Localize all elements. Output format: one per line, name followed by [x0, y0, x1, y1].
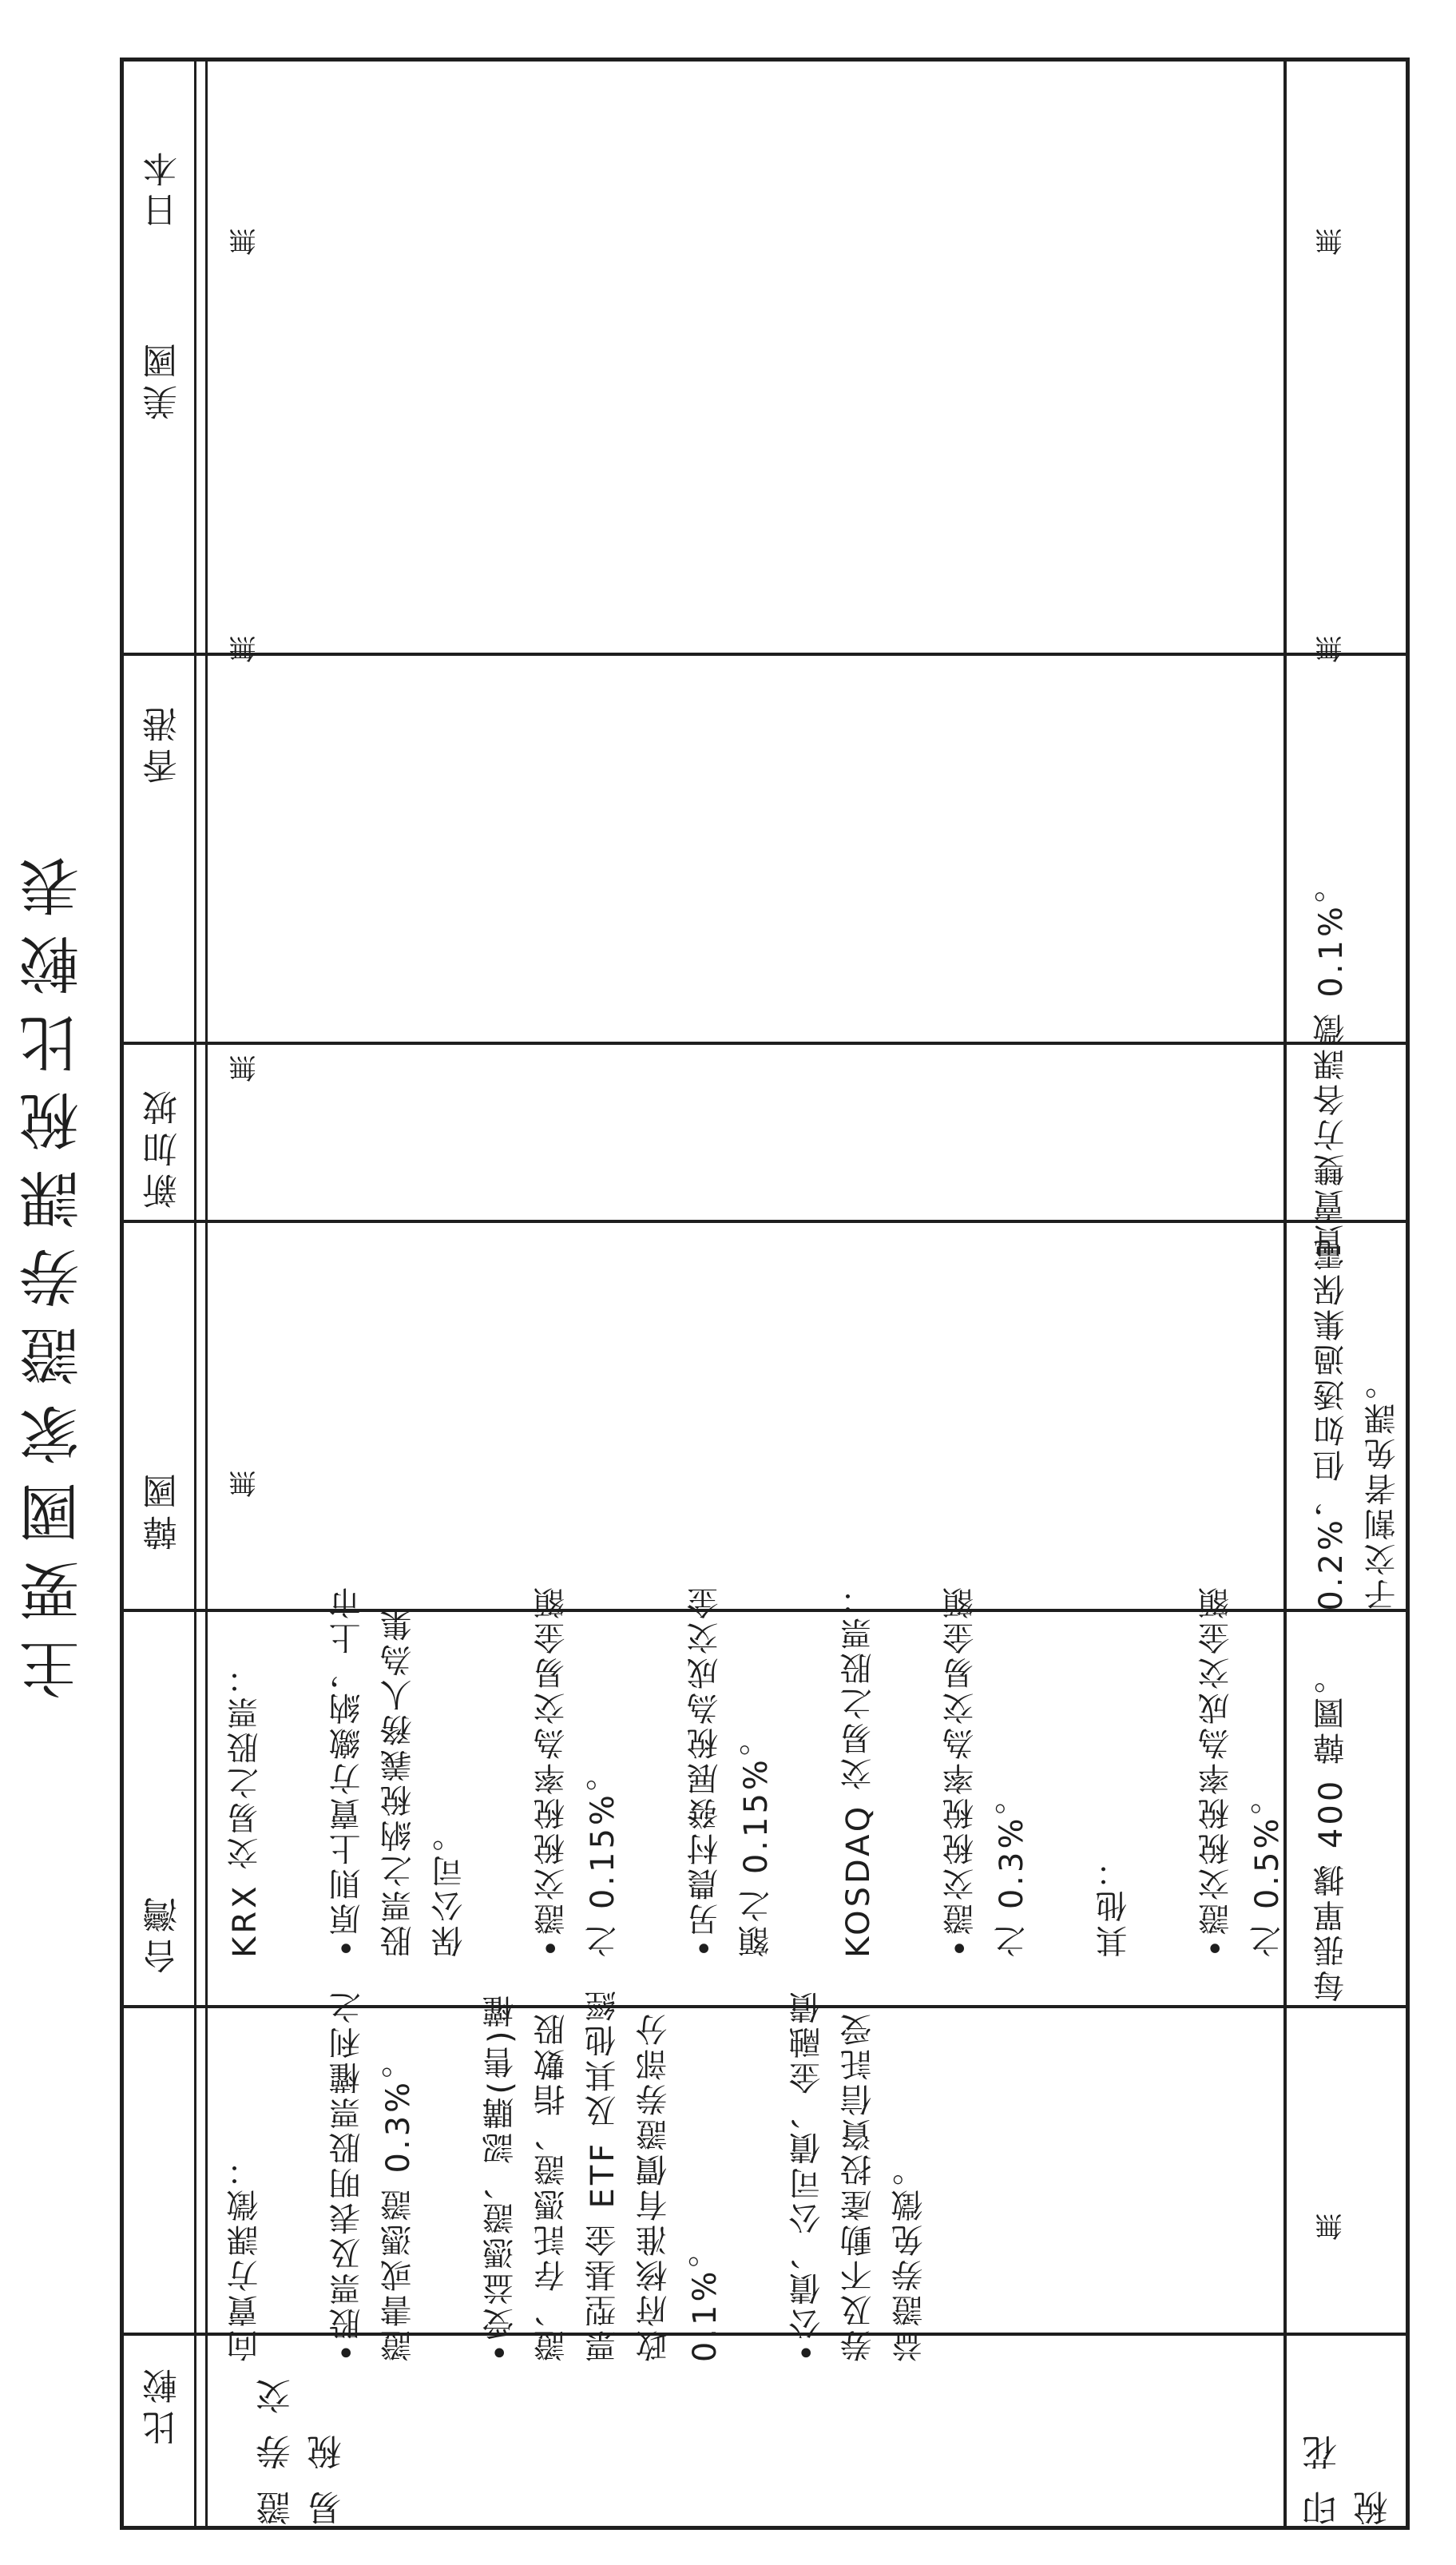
cell-usa-securities-tax: 無: [229, 633, 261, 663]
cell-japan-stamp-tax: 無: [1315, 225, 1347, 256]
cell-korea-securities-tax: KRX 交易之股票： •原則上賣方繳納，上市 股票之納稅義務人為集 保公司。 •證交稅稅率為交易金額 之 0.15%。 •另農村發展稅為成交金 額之 0.15%。 KOSDAQ 交易之股票： •證交稅稅率為交易金額 之 0.3%。 其他： •證交稅稅率為成交金額 之 0.5%。: [227, 1579, 1286, 1958]
header-column-divider: [194, 62, 196, 2526]
cell-japan-securities-tax: 無: [229, 225, 261, 256]
cell-taiwan-stamp-tax: 無: [1315, 2210, 1347, 2241]
corner-header: 比較: [143, 2362, 184, 2445]
tax-comparison-table: [120, 58, 1410, 2530]
cell-singapore-stamp-tax: 0.2%，但如透過集保電 子交割者免課。: [1313, 1236, 1401, 1611]
cell-hongkong-securities-tax: 無: [229, 1052, 261, 1082]
column-header-taiwan: 台灣: [143, 1891, 184, 1974]
row-line-singapore-hongkong: [124, 1220, 1406, 1223]
cell-hongkong-stamp-tax: 買賣雙方各課徵 0.1%。: [1313, 868, 1350, 1257]
cell-korea-stamp-tax: 每張單據 400 韓圜。: [1313, 1659, 1350, 2003]
page-title: 主要國家證券課稅比較表: [18, 839, 89, 1700]
cell-singapore-securities-tax: 無: [229, 1467, 261, 1498]
column-header-korea: 韓國: [143, 1467, 184, 1551]
row-label-securities-tax: 證券交易稅: [256, 2358, 348, 2526]
row-divider-line: [1283, 62, 1287, 2526]
column-header-singapore: 新加坡: [143, 1084, 184, 1209]
column-header-usa: 美國: [143, 337, 184, 420]
cell-taiwan-securities-tax: 向賣方課徵： •股票及表明股票權利之 證書或憑證 0.3%。 •受益憑證、認購(售)權 證、存託憑證、指數股 票型基金 ETF 及其他經 政府核准有價證券部分 0.1%。 •公債、公司債、金融債 券及不動產投資信託受 益證券免徵。: [227, 1987, 928, 2363]
cell-usa-stamp-tax: 無: [1315, 633, 1347, 663]
column-header-japan: 日本: [143, 145, 184, 228]
column-header-hongkong: 香港: [143, 701, 184, 784]
row-line-korea-singapore: [124, 1042, 1406, 1045]
row-line-taiwan-korea: [124, 653, 1406, 656]
row-label-stamp-tax: 印花稅: [1303, 2414, 1395, 2526]
